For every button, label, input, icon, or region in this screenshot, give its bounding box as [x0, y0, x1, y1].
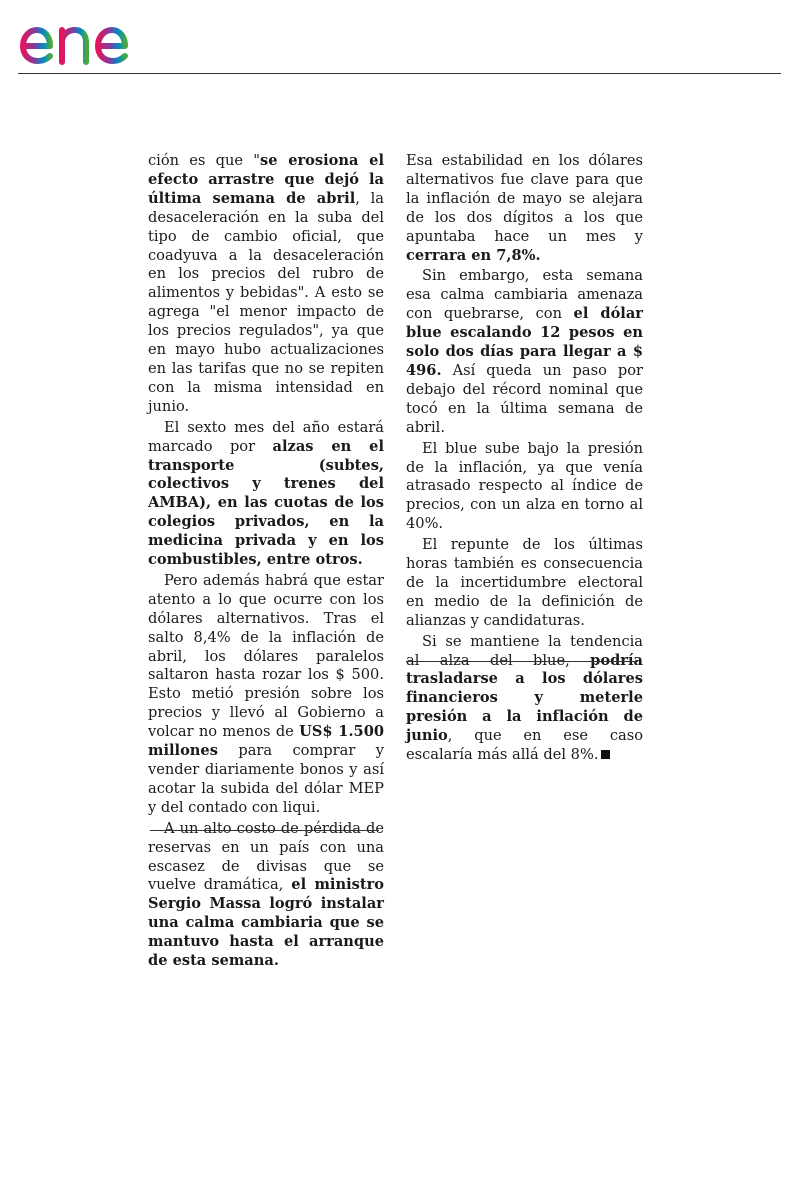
article-paragraph	[148, 152, 384, 417]
enel-logo	[18, 6, 183, 68]
body-text: , la desaceleración en la suba del tipo de cambio oficial, que coadyuva a la desaceleración en los precios del rubro de alimentos y bebidas". A esto se agrega "el menor impacto de los precios regulados", ya que en mayo hubo actualizaciones en las tarifas que no se repiten con la misma intensidad en junio.	[148, 189, 384, 415]
bold-text: alzas en el transporte (subtes, colectivos y trenes del AMBA), en las cuotas de los colegios privados, en la medicina privada y en los combustibles, entre otros.	[148, 437, 384, 569]
body-text: El repunte de los últimas horas también es consecuencia de la incertidumbre electoral en medio de la definición de alianzas y candidaturas.	[406, 536, 643, 629]
column-end-rule-left	[150, 830, 379, 831]
header-divider	[18, 73, 781, 74]
body-text: para comprar y vender diariamente bonos y así acotar la subida del dólar MEP y del contado con liqui.	[148, 742, 384, 816]
body-text: A un alto costo de pérdida de reservas en un país con una escasez de divisas que se vuelve dramática,	[148, 819, 384, 894]
bold-text: el ministro Sergio Massa logró instalar una calma cambiaria que se mantuvo hasta el arranque de esta semana.	[148, 876, 384, 970]
article-paragraph	[406, 152, 643, 265]
body-text: , que en ese caso escalaría más allá del 8%.	[406, 727, 643, 764]
article-paragraph	[406, 633, 643, 765]
article-column-right	[406, 152, 643, 767]
bold-text: se erosiona el efecto arrastre que dejó la última semana de abril	[148, 152, 384, 207]
body-text: ción es que "	[148, 152, 260, 169]
bold-text: el dólar blue escalando 12 pesos en solo dos días para llegar a $ 496.	[406, 305, 643, 379]
article-end-mark	[601, 750, 610, 759]
column-end-rule-right	[406, 661, 638, 662]
body-text: Pero además habrá que estar atento a lo que ocurre con los dólares alternativos. Tras el salto 8,4% de la inflación de abril, los dólares paralelos saltaron hasta rozar los $ 500. Esto metió presión sobre los precios y llevó al Gobierno a volcar no menos de	[148, 571, 384, 741]
article-paragraph	[148, 820, 384, 971]
article-paragraph	[406, 536, 643, 631]
article-paragraph	[406, 267, 643, 437]
article-column-left	[148, 152, 384, 973]
bold-text: US$ 1.500 millones	[148, 723, 384, 760]
article-paragraph	[148, 572, 384, 818]
body-text: El sexto mes del año estará marcado por	[148, 418, 384, 455]
body-text: El blue sube bajo la presión de la inflación, ya que venía atrasado respecto al índice de precios, con un alza en torno al 40%.	[406, 439, 643, 533]
bold-text: podría trasladarse a los dólares financieros y meterle presión a la inflación de junio	[406, 651, 643, 745]
bold-text: cerrara en 7,8%.	[406, 246, 541, 264]
body-text: Así queda un paso por debajo del récord nominal que tocó en la última semana de abril.	[406, 361, 643, 436]
body-text: Esa estabilidad en los dólares alternativos fue clave para que la inflación de mayo se alejara de los dos dígitos a los que apuntaba hace un mes y	[406, 152, 643, 245]
body-text: Si se mantiene la tendencia al alza del blue,	[406, 632, 643, 669]
article-paragraph	[148, 419, 384, 570]
article-paragraph	[406, 440, 643, 535]
body-text: Sin embargo, esta semana esa calma cambiaria amenaza con quebrarse, con	[406, 267, 643, 323]
